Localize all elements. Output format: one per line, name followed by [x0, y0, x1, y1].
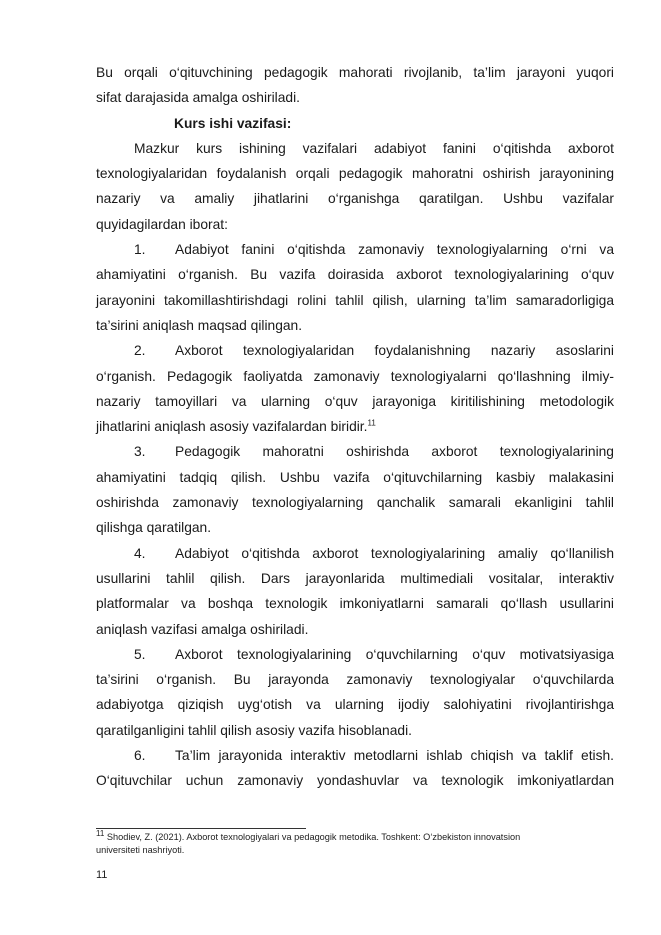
footnote-line: universiteti nashriyoti. — [96, 845, 185, 855]
text-line: nazariy va amaliy jihatlarini o‘rganishga qaratilgan. Ushbu vazifalar — [96, 191, 614, 207]
footnote — [96, 828, 596, 857]
list-item-1 — [96, 237, 614, 262]
list-number: 1. — [134, 242, 146, 258]
list-item-6 — [96, 743, 614, 768]
text-line: ahamiyatini o‘rganish. Bu vazifa doirasida axborot texnologiyalarining o‘quv — [96, 267, 614, 283]
list-item-text: Axborot texnologiyalaridan foydalanishning nazariy asoslarini — [175, 343, 614, 359]
list-number: 5. — [134, 646, 146, 662]
list-number: 6. — [134, 748, 146, 764]
text-line — [96, 414, 614, 439]
text-line: sifat darajasida amalga oshiriladi. — [96, 90, 300, 106]
text-line: O‘qituvchilar uchun zamonaviy yondashuvlar va texnologik imkoniyatlardan — [96, 773, 614, 789]
list-item-3 — [96, 439, 614, 464]
text-line-content: jihatlarini aniqlash asosiy vazifalardan biridir. — [96, 419, 368, 435]
list-item-2 — [96, 338, 614, 363]
footnote-text: Shodiev, Z. (2021). Axborot texnologiyalari va pedagogik metodika. Toshkent: O‘zbekiston innovatsion — [106, 832, 521, 842]
list-number: 4. — [134, 545, 146, 561]
list-item-4 — [96, 541, 614, 566]
text-line: usullarini tahlil qilish. Dars jarayonlarida multimediali vositalar, interaktiv — [96, 570, 614, 586]
list-number: 2. — [134, 343, 146, 359]
footnote-separator — [96, 828, 306, 829]
text-line: Bu orqali o‘qituvchining pedagogik mahorati rivojlanib, ta’lim jarayoni yuqori — [96, 65, 614, 80]
text-line: ta’sirini o‘rganish. Bu jarayonda zamonaviy texnologiyalar o‘quvchilarda — [96, 672, 614, 688]
list-item-5 — [96, 642, 614, 667]
footnote-line — [96, 828, 596, 844]
document-body — [96, 60, 614, 794]
text-line: nazariy tamoyillari va ularning o‘quv jarayoniga kiritilishining metodologik — [96, 393, 614, 409]
text-line: platformalar va boshqa texnologik imkoniyatlarni samarali qo‘llash usullarini — [96, 596, 614, 612]
paragraph-first-line: Mazkur kurs ishining vazifalari adabiyot fanini o‘qitishda axborot — [134, 140, 614, 156]
text-line: qilishga qaratilgan. — [96, 520, 212, 536]
list-item-text: Pedagogik mahoratni oshirishda axborot texnologiyalarining — [175, 444, 614, 460]
text-line: texnologiyalaridan foydalanish orqali pedagogik mahoratni oshirish jarayonining — [96, 166, 614, 182]
text-line: ahamiyatini tadqiq qilish. Ushbu vazifa o‘qituvchilarning kasbiy malakasini — [96, 469, 614, 485]
text-line: o‘rganish. Pedagogik faoliyatda zamonaviy texnologiyalarni qo‘llashning ilmiy- — [96, 368, 614, 384]
text-line: oshirishda zamonaviy texnologiyalarning qanchalik samarali ekanligini tahlil — [96, 495, 614, 511]
footnote-number: 11 — [96, 828, 105, 838]
text-line: quyidagilardan iborat: — [96, 216, 228, 232]
list-item-text: Axborot texnologiyalarining o‘quvchilarning o‘quv motivatsiyasiga — [175, 646, 614, 662]
list-item-text: Ta’lim jarayonida interaktiv metodlarni ishlab chiqish va taklif etish. — [175, 748, 614, 764]
footnote-reference[interactable]: 11 — [367, 418, 376, 428]
section-heading: Kurs ishi vazifasi: — [174, 115, 292, 131]
list-item-text: Adabiyot o‘qitishda axborot texnologiyalarining amaliy qo‘llanilish — [175, 545, 614, 561]
page-number: 11 — [96, 869, 108, 881]
text-line: adabiyotga qiziqish uyg‘otish va ularning ijodiy salohiyatini rivojlantirishga — [96, 697, 614, 713]
text-line: ta’sirini aniqlash maqsad qilingan. — [96, 317, 303, 333]
text-line: qaratilganligini tahlil qilish asosiy vazifa hisoblanadi. — [96, 722, 412, 738]
text-line: aniqlash vazifasi amalga oshiriladi. — [96, 621, 309, 637]
list-number: 3. — [134, 444, 146, 460]
text-line: jarayonini takomillashtirishdagi rolini tahlil qilish, ularning ta’lim samaradorligiga — [96, 292, 614, 308]
list-item-text: Adabiyot fanini o‘qitishda zamonaviy texnologiyalarning o‘rni va — [175, 242, 614, 258]
